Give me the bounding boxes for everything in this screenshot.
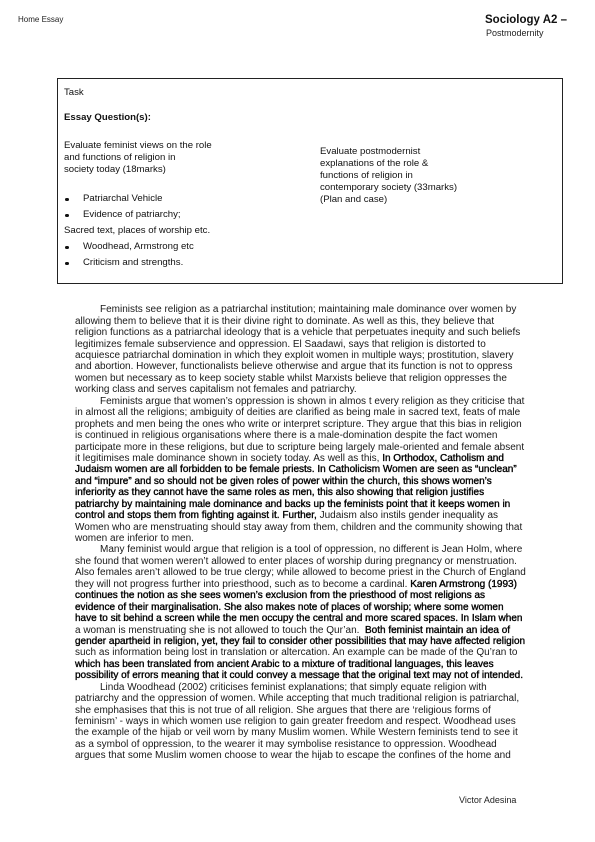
essay-line (75, 625, 545, 636)
text-run: and “impure” and so should not be given roles of power within the church, this shows women’s (75, 475, 492, 487)
essay-line (75, 739, 545, 750)
essay-line (75, 522, 545, 533)
text-run: the example of the hijab or veil worn by many Muslim women. While Western feminists tend to see it (75, 727, 518, 739)
text-run: it legitimises male dominance shown in society today. As well as this, (75, 452, 383, 464)
text-run: gender apartheid in religion, yet, they fail to consider other possibilities that may have affected religion (75, 635, 526, 647)
bullet-icon (65, 246, 69, 250)
text-run: have to sit behind a screen while the men occupy the central and more scared spaces. In Islam when (75, 613, 523, 625)
text-run: which has been translated from ancient Arabic to a mixture of traditional languages, this leaves (75, 658, 494, 670)
essay-line (75, 396, 545, 407)
essay-paragraph (75, 682, 545, 762)
text-run: as a symbol of oppression, to the wearer it may symbolise resistance to oppression. Woodhead (75, 738, 497, 750)
text-run: a woman is menstruating she is not allowed to touch the Qur’an. (75, 624, 365, 636)
plan-point-text: Woodhead, Armstrong etc (83, 241, 194, 252)
text-run: Many feminist would argue that religion is a tool of oppression, no different is Jean Holm, where (100, 544, 523, 556)
plan-point-text: Criticism and strengths. (83, 257, 184, 268)
essay-line (75, 579, 545, 590)
course-subtitle: Postmodernity (486, 28, 544, 38)
essay-line (75, 316, 545, 327)
essay-line (75, 716, 545, 727)
essay-line (75, 647, 545, 658)
essay-line (75, 590, 545, 601)
plan-point-text: Evidence of patriarchy; (83, 209, 181, 220)
text-run: religion functions as a patriarchal ideology that is a vehicle that perpetuates inequity and such beliefs (75, 327, 521, 339)
text-run: working class and serves capitalism not females and patriarchy. (75, 384, 357, 396)
text-run: participate more in these religions, but due to scripture being largely male-oriented and female absent (75, 441, 525, 453)
question-line: contemporary society (33marks) (320, 182, 458, 193)
text-run: inferiority as they cannot have the same roles as men, this also showing that religion justifies (75, 487, 485, 499)
text-run: Also females aren’t allowed to be true clergy; while allowed to become priest in the Church of England (75, 567, 526, 579)
plan-point-continuation (64, 223, 304, 239)
essay-line (75, 419, 545, 430)
essay-line (75, 613, 545, 624)
essay-line (75, 499, 545, 510)
essay-body (75, 304, 545, 762)
essay-line (75, 544, 545, 555)
question-line: functions of religion in (320, 170, 413, 181)
essay-line (75, 327, 545, 338)
essay-paragraph (75, 544, 545, 681)
document-type-label: Home Essay (18, 15, 64, 24)
text-run: feminism’ - ways in which women use religion to gain greater freedom and respect. Woodhead uses (75, 716, 516, 728)
essay-line (75, 659, 545, 670)
text-run: she found that women weren’t allowed to enter places of worship during pregnancy or menstruation. (75, 555, 517, 567)
essay-line (75, 384, 545, 395)
text-run: possibility of errors meaning that it could convey a message that the original text may not of intended. (75, 670, 524, 682)
essay-line (75, 556, 545, 567)
essay-line (75, 350, 545, 361)
essay-line (75, 567, 545, 578)
text-run: argues that some Muslim women choose to wear the hijab to escape the confines of the home and (75, 750, 511, 762)
essay-line (75, 361, 545, 372)
essay-line (75, 476, 545, 487)
essay-line (75, 533, 545, 544)
essay-line (75, 487, 545, 498)
text-run: prophets and men being the ones who write or interpret scripture. They argue that this bias in religion (75, 418, 522, 430)
plan-points-list (64, 191, 304, 271)
text-run: and abortion. However, functionalists believe otherwise and argue that its function is not to oppress (75, 361, 513, 373)
plan-point (64, 191, 304, 207)
question-line: and functions of religion in (64, 152, 176, 163)
question-line: society today (18marks) (64, 164, 166, 175)
author-name: Victor Adesina (459, 795, 517, 805)
essay-question-2 (320, 146, 457, 206)
text-run: Karen Armstrong (1993) (410, 578, 517, 590)
essay-line (75, 510, 545, 521)
task-box (57, 78, 563, 284)
plan-point (64, 239, 304, 255)
essay-line (75, 636, 545, 647)
text-run: Judaism women are all forbidden to be female priests. In Catholicism Women are seen as “unclean” (75, 464, 517, 476)
text-run: In Orthodox, Catholism and (382, 452, 504, 464)
text-run: Linda Woodhead (2002) criticises feminist explanations; that simply equate religion with (100, 681, 487, 693)
essay-line (75, 727, 545, 738)
bullet-icon (65, 262, 69, 266)
text-run: is continued in religious organisations where there is a male-domination despite the fact women (75, 430, 498, 442)
essay-question-1 (64, 140, 212, 176)
text-run: Both feminist maintain an idea of (364, 624, 511, 636)
question-line: Evaluate feminist views on the role (64, 140, 212, 151)
text-run: patriarchy by maintaining male dominance and backs up the feminists point that it keeps women in (75, 498, 511, 510)
text-run: allowing them to believe that it is their divine right to dominate. As well as this, they believe that (75, 315, 495, 327)
plan-point-text: Patriarchal Vehicle (83, 193, 163, 204)
essay-line (75, 304, 545, 315)
text-run: she emphasises that this is not true of all religion. She argues that there are ‘religious forms of (75, 704, 491, 716)
essay-line (75, 693, 545, 704)
plan-point-text: Sacred text, places of worship etc. (64, 225, 211, 236)
text-run: Judaism also instils gender inequality as (319, 510, 499, 522)
text-run: legitimizes female subservience and oppression. El Saadawi, says that religion is distorted to (75, 338, 486, 350)
plan-point (64, 207, 304, 223)
essay-line (75, 407, 545, 418)
essay-line (75, 682, 545, 693)
text-run: patriarchy and the oppression of women. While accepting that much traditional religion is patriarchal, (75, 693, 520, 705)
text-run: in almost all the religions; ambiguity of deities are clarified as being male in sacred text, feats of male (75, 407, 521, 419)
text-run: they will not progress further into priesthood, such as to become a cardinal. (75, 578, 411, 590)
question-line: (Plan and case) (320, 194, 388, 205)
text-run: women are inferior to men. (75, 533, 194, 545)
bullet-icon (65, 214, 69, 218)
plan-point (64, 255, 304, 271)
text-run: continues the notion as she sees women’s exclusion from the priesthood of most religions as (75, 590, 486, 602)
text-run: such as information being lost in translation or altercation. An example can be made of the Qu’ran to (75, 647, 518, 659)
text-run: acquiesce patriarchal domination in which they exploit women in multiple ways; prostitution, slavery (75, 350, 514, 362)
essay-line (75, 373, 545, 384)
essay-line (75, 453, 545, 464)
essay-line (75, 705, 545, 716)
question-line: Evaluate postmodernist (320, 146, 421, 157)
essay-line (75, 442, 545, 453)
bullet-icon (65, 198, 69, 202)
essay-paragraph (75, 396, 545, 545)
essay-line (75, 339, 545, 350)
task-heading: Task (64, 87, 84, 98)
text-run: control and stops them from fighting against it. Further, (75, 510, 320, 522)
essay-questions-label: Essay Question(s): (64, 112, 151, 123)
essay-line (75, 430, 545, 441)
text-run: Feminists argue that women’s oppression is shown in almos t every religion as they criticise that (100, 395, 525, 407)
essay-line (75, 602, 545, 613)
essay-line (75, 750, 545, 761)
text-run: Women who are menstruating should stay away from them, children and the community showing that (75, 521, 523, 533)
essay-line (75, 670, 545, 681)
essay-paragraph (75, 304, 545, 396)
text-run: women but necessary as to keep society stable whilst Marxists believe that religion oppresses the (75, 372, 507, 384)
essay-line (75, 464, 545, 475)
text-run: Feminists see religion as a patriarchal institution; maintaining male dominance over women by (100, 304, 517, 316)
question-line: explanations of the role & (320, 158, 429, 169)
course-title: Sociology A2 – (485, 14, 568, 26)
text-run: evidence of their marginalisation. She also makes note of places of worship; where some women (75, 601, 504, 613)
